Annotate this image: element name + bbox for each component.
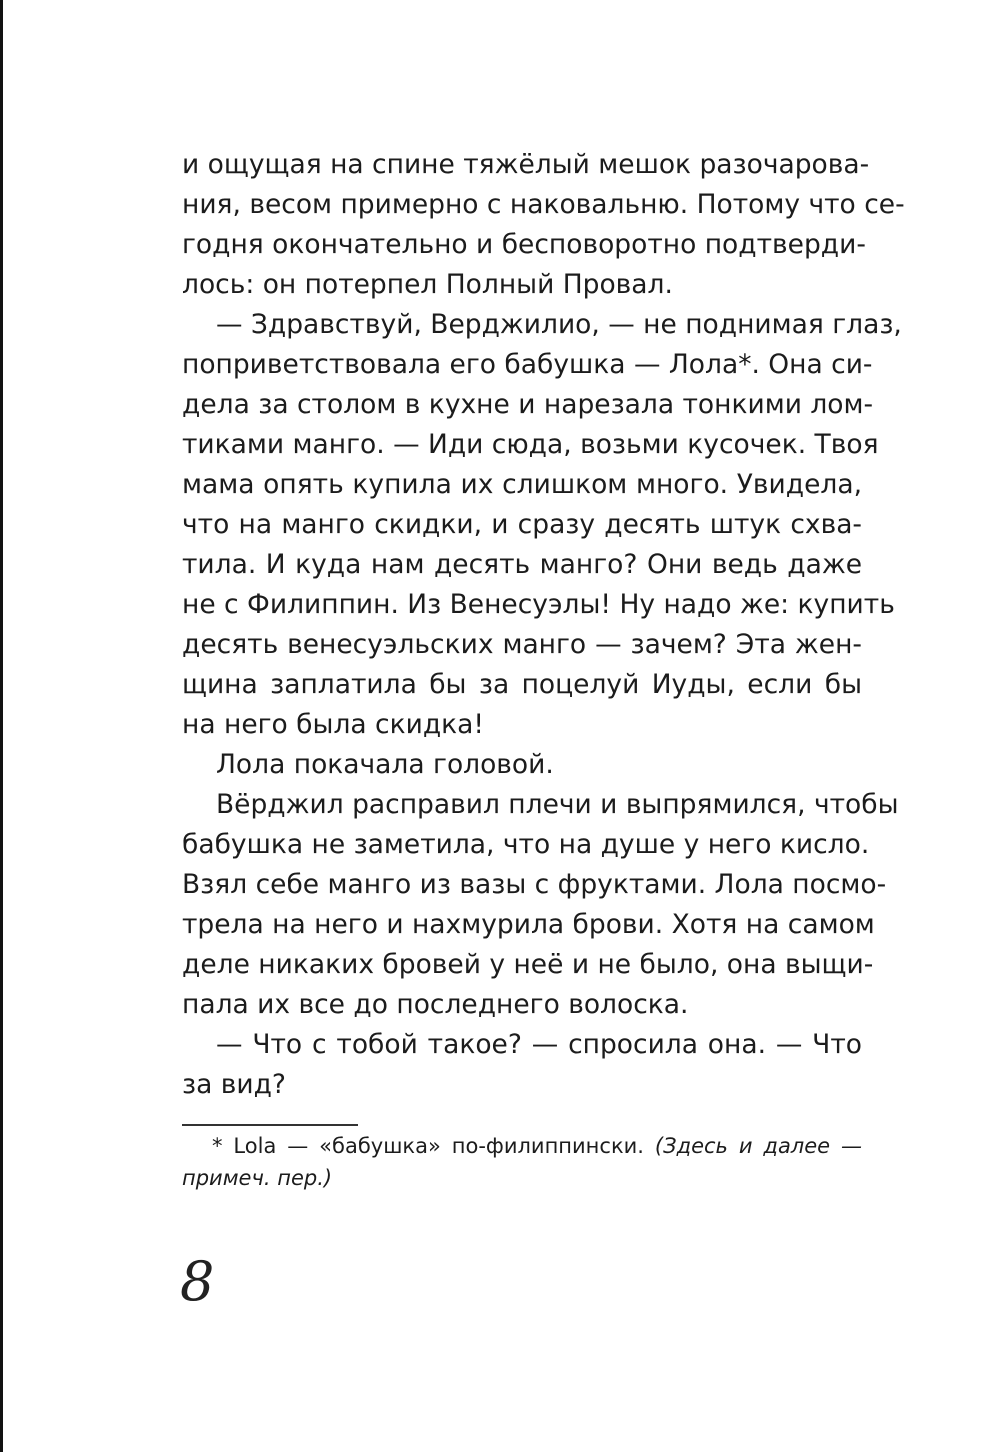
text-line: дела за столом в кухне и нарезала тонкими лом- (182, 389, 874, 420)
page-number: 8 (180, 1250, 215, 1313)
text-line: пала их все до последнего волоска. (182, 989, 689, 1020)
text-line: тила. И куда нам десять манго? Они ведь даже (182, 549, 862, 580)
text-line: годня окончательно и бесповоротно подтверди- (182, 229, 866, 260)
footnote-line (182, 1130, 862, 1162)
text-line: лось: он потерпел Полный Провал. (182, 269, 673, 300)
text-line: и ощущая на спине тяжёлый мешок разочарова- (182, 149, 870, 180)
footnote-line: примеч. пер.) (182, 1166, 333, 1190)
body-text (182, 145, 905, 1105)
text-line: трела на него и нахмурила брови. Хотя на самом (182, 909, 875, 940)
footnote (182, 1130, 862, 1194)
text-line: тиками манго. — Иди сюда, возьми кусочек. Твоя (182, 429, 879, 460)
text-line: десять венесуэльских манго — зачем? Эта жен- (182, 629, 862, 660)
text-line: — Здравствуй, Верджилио, — не поднимая глаз, (216, 309, 902, 340)
text-line: что на манго скидки, и сразу десять штук схва- (182, 509, 862, 540)
text-line: щина заплатила бы за поцелуй Иуды, если бы (182, 669, 862, 700)
text-line: на него была скидка! (182, 709, 485, 740)
text-line: за вид? (182, 1069, 286, 1100)
text-line: мама опять купила их слишком много. Увидела, (182, 469, 862, 500)
text-line: Лола покачала головой. (216, 749, 554, 780)
text-line: деле никаких бровей у неё и не было, она выщи- (182, 949, 874, 980)
text-line: бабушка не заметила, что на душе у него кисло. (182, 829, 870, 860)
footnote-italic-text: (Здесь и далее — (654, 1134, 862, 1158)
footnote-text: * Lola — «бабушка» по-филиппински. (212, 1134, 644, 1158)
text-line: — Что с тобой такое? — спросила она. — Что (216, 1029, 862, 1060)
text-line: Взял себе манго из вазы с фруктами. Лола посмо- (182, 869, 887, 900)
page-edge (0, 0, 3, 1452)
text-line: не с Филиппин. Из Венесуэлы! Ну надо же: купить (182, 589, 895, 620)
text-line: Вёрджил расправил плечи и выпрямился, чтобы (216, 789, 899, 820)
footnote-divider (182, 1124, 358, 1126)
text-line: ния, весом примерно с наковальню. Потому что се- (182, 189, 905, 220)
text-line: поприветствовала его бабушка — Лола*. Она си- (182, 349, 873, 380)
